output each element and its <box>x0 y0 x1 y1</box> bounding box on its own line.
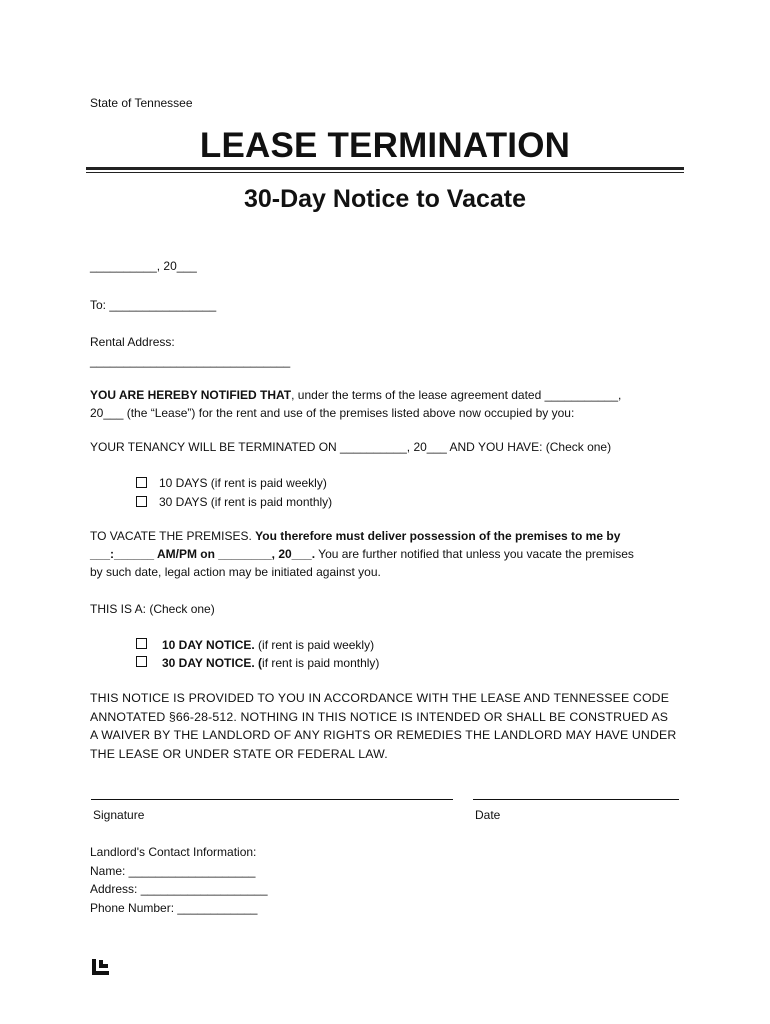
legal-line: THIS NOTICE IS PROVIDED TO YOU IN ACCORDANCE WITH THE LEASE AND TENNESSEE CODE <box>90 691 670 705</box>
notified-lead: YOU ARE HEREBY NOTIFIED THAT <box>90 388 292 402</box>
legal-line: THE LEASE OR UNDER STATE OR FEDERAL LAW. <box>90 747 388 762</box>
legal-line: A WAIVER BY THE LANDLORD OF ANY RIGHTS OR REMEDIES THE LANDLORD MAY HAVE UNDER <box>90 728 677 743</box>
option-10-day-notice-bold: 10 DAY NOTICE. <box>162 638 255 652</box>
option-10-days-label: 10 DAYS (if rent is paid weekly) <box>159 476 327 490</box>
tenancy-line: YOUR TENANCY WILL BE TERMINATED ON __________, 20___ AND YOU HAVE: (Check one) <box>90 440 612 454</box>
to-field[interactable]: To: ________________ <box>90 298 217 312</box>
legal-paragraph <box>90 689 676 764</box>
vacate-bold2: ___:______ AM/PM on ________, 20___. <box>90 547 316 561</box>
date-label: Date <box>475 808 501 822</box>
contact-phone-field[interactable]: Phone Number: ____________ <box>90 901 258 915</box>
vacate-paragraph <box>90 527 634 581</box>
notified-rest: , under the terms of the lease agreement dated ___________, <box>291 388 622 402</box>
vacate-bold1: You therefore must deliver possession of the premises to me by <box>255 529 621 543</box>
notified-line2: 20___ (the “Lease”) for the rent and use of the premises listed above now occupied by you: <box>90 406 575 420</box>
legal-line: ANNOTATED §66-28-512. NOTHING IN THIS NOTICE IS INTENDED OR SHALL BE CONSTRUED AS <box>90 709 669 724</box>
checkbox-10-days[interactable] <box>136 477 147 488</box>
contact-heading: Landlord's Contact Information: <box>90 845 257 859</box>
contact-name-field[interactable]: Name: ___________________ <box>90 864 256 878</box>
option-10-day-notice <box>162 638 374 652</box>
date-field[interactable]: __________, 20___ <box>90 259 197 273</box>
checkbox-30-day-notice[interactable] <box>136 656 147 667</box>
title-rule-thick <box>86 167 684 170</box>
vacate-line3: by such date, legal action may be initiated against you. <box>90 565 381 579</box>
option-30-day-notice-bold: 30 DAY NOTICE. ( <box>162 656 263 670</box>
option-30-day-notice <box>162 656 379 670</box>
vacate-lead: TO VACATE THE PREMISES. <box>90 529 256 543</box>
option-30-day-notice-rest: if rent is paid monthly) <box>262 656 380 670</box>
vacate-normal2: You are further notified that unless you vacate the premises <box>315 547 634 561</box>
this-is-line: THIS IS A: (Check one) <box>90 602 215 616</box>
title-rule-thin <box>86 172 684 173</box>
signature-line[interactable] <box>91 799 453 800</box>
signature-label: Signature <box>93 808 145 822</box>
rental-address-field[interactable]: ______________________________ <box>90 354 291 368</box>
date-signature-line[interactable] <box>473 799 679 800</box>
state-label: State of Tennessee <box>90 96 193 110</box>
document-subtitle: 30-Day Notice to Vacate <box>243 185 527 213</box>
document-logo-icon <box>91 958 111 976</box>
notified-paragraph <box>90 386 621 422</box>
document-title: LEASE TERMINATION <box>199 126 571 165</box>
option-10-day-notice-rest: (if rent is paid weekly) <box>254 638 375 652</box>
contact-address-field[interactable]: Address: ___________________ <box>90 882 268 896</box>
checkbox-30-days[interactable] <box>136 496 147 507</box>
option-30-days-label: 30 DAYS (if rent is paid monthly) <box>159 495 333 509</box>
checkbox-10-day-notice[interactable] <box>136 638 147 649</box>
rental-address-label: Rental Address: <box>90 335 175 349</box>
